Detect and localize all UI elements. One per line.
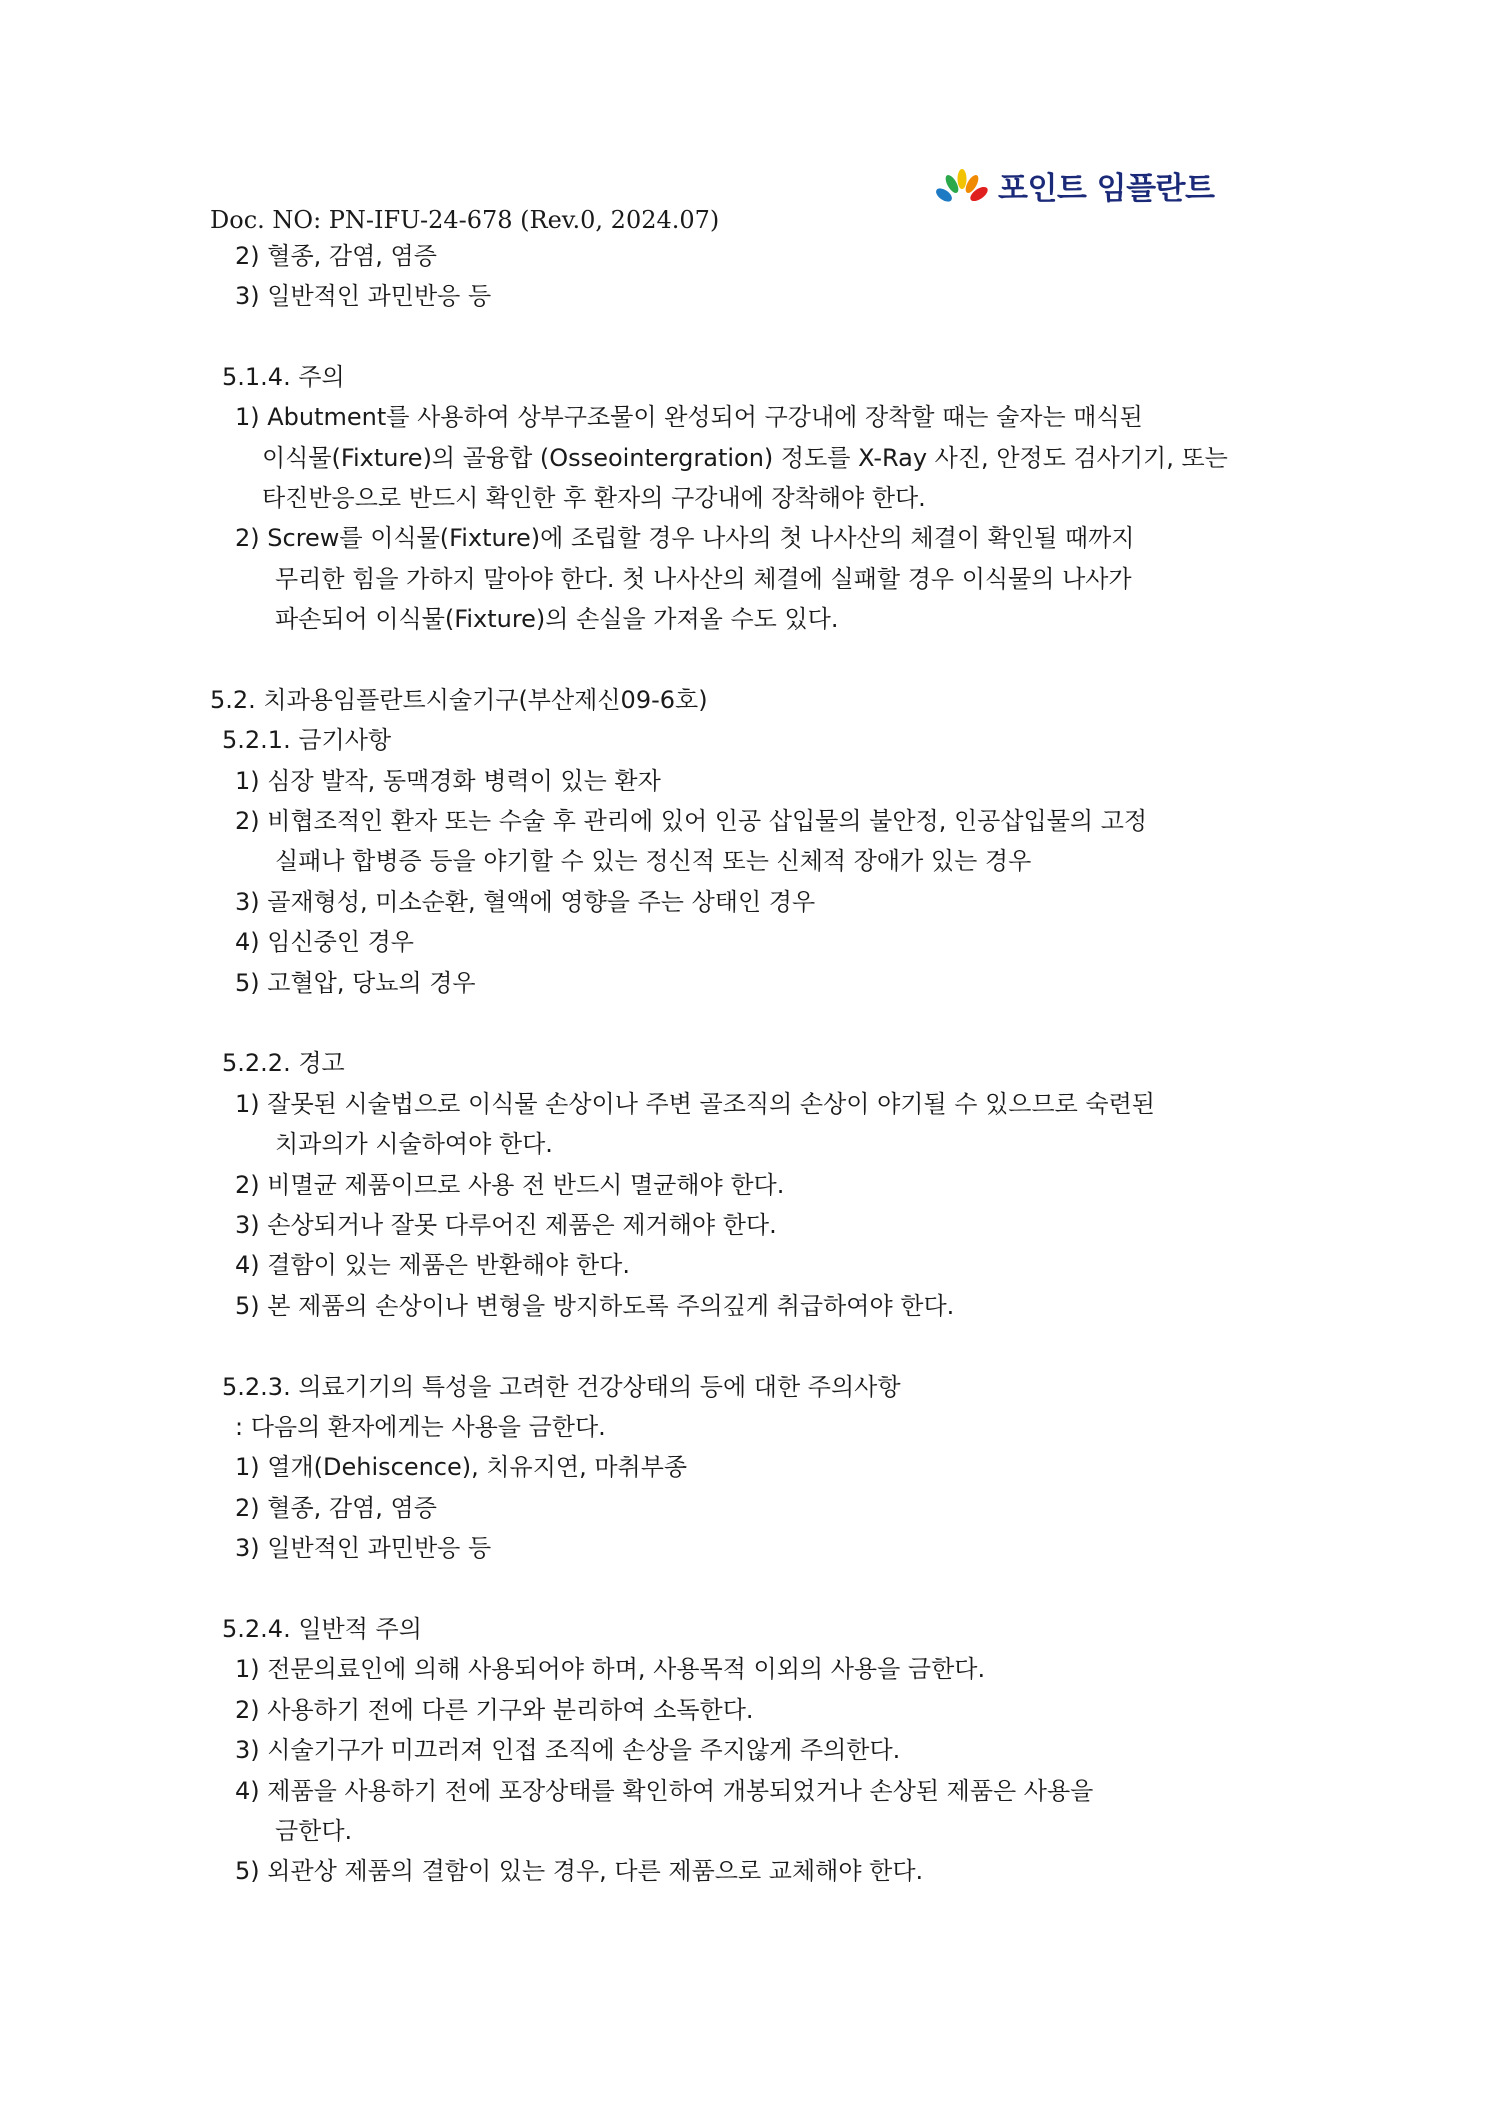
list-item: 2) 혈종, 감염, 염증 (235, 242, 437, 270)
section-note: : 다음의 환자에게는 사용을 금한다. (235, 1413, 606, 1441)
list-item-continuation: 실패나 합병증 등을 야기할 수 있는 정신적 또는 신체적 장애가 있는 경우 (275, 847, 1032, 875)
list-item-continuation: 무리한 힘을 가하지 말아야 한다. 첫 나사산의 체결에 실패할 경우 이식물의 나사가 (275, 565, 1132, 593)
section-heading: 5.2.2. 경고 (222, 1049, 345, 1077)
list-item: 4) 결함이 있는 제품은 반환해야 한다. (235, 1251, 630, 1279)
logo-text: 포인트 임플란트 (998, 170, 1215, 207)
section-heading: 5.1.4. 주의 (222, 363, 345, 391)
list-item: 4) 임신중인 경우 (235, 928, 414, 956)
list-item-continuation: 이식물(Fixture)의 골융합 (Osseointergration) 정도를 X-Ray 사진, 안정도 검사기기, 또는 (262, 444, 1228, 472)
list-item: 2) 사용하기 전에 다른 기구와 분리하여 소독한다. (235, 1696, 754, 1724)
list-item: 1) Abutment를 사용하여 상부구조물이 완성되어 구강내에 장착할 때는 술자는 매식된 (235, 403, 1143, 431)
company-logo (932, 162, 1214, 208)
list-item: 5) 외관상 제품의 결함이 있는 경우, 다른 제품으로 교체해야 한다. (235, 1857, 924, 1885)
list-item: 2) 혈종, 감염, 염증 (235, 1494, 437, 1522)
list-item: 1) 심장 발작, 동맥경화 병력이 있는 환자 (235, 767, 661, 795)
list-item-continuation: 금한다. (275, 1817, 353, 1845)
list-item-continuation: 파손되어 이식물(Fixture)의 손실을 가져올 수도 있다. (275, 605, 839, 633)
section-heading: 5.2. 치과용임플란트시술기구(부산제신09-6호) (210, 686, 708, 714)
document-number: Doc. NO: PN-IFU-24-678 (Rev.0, 2024.07) (210, 206, 720, 234)
flower-logo-icon (932, 162, 992, 208)
section-heading: 5.2.3. 의료기기의 특성을 고려한 건강상태의 등에 대한 주의사항 (222, 1373, 901, 1401)
list-item: 3) 골재형성, 미소순환, 혈액에 영향을 주는 상태인 경우 (235, 888, 816, 916)
list-item-continuation: 타진반응으로 반드시 확인한 후 환자의 구강내에 장착해야 한다. (262, 484, 926, 512)
list-item: 3) 일반적인 과민반응 등 (235, 1534, 492, 1562)
list-item: 3) 시술기구가 미끄러져 인접 조직에 손상을 주지않게 주의한다. (235, 1736, 901, 1764)
list-item: 1) 전문의료인에 의해 사용되어야 하며, 사용목적 이외의 사용을 금한다. (235, 1655, 986, 1683)
list-item: 3) 일반적인 과민반응 등 (235, 282, 492, 310)
list-item: 2) Screw를 이식물(Fixture)에 조립할 경우 나사의 첫 나사산의 체결이 확인될 때까지 (235, 524, 1135, 552)
list-item: 5) 고혈압, 당뇨의 경우 (235, 969, 476, 997)
list-item: 4) 제품을 사용하기 전에 포장상태를 확인하여 개봉되었거나 손상된 제품은 사용을 (235, 1777, 1094, 1805)
list-item: 2) 비협조적인 환자 또는 수술 후 관리에 있어 인공 삽입물의 불안정, 인공삽입물의 고정 (235, 807, 1148, 835)
list-item-continuation: 치과의가 시술하여야 한다. (275, 1130, 553, 1158)
section-heading: 5.2.1. 금기사항 (222, 726, 392, 754)
list-item: 2) 비멸균 제품이므로 사용 전 반드시 멸균해야 한다. (235, 1171, 785, 1199)
list-item: 1) 잘못된 시술법으로 이식물 손상이나 주변 골조직의 손상이 야기될 수 있으므로 숙련된 (235, 1090, 1155, 1118)
list-item: 1) 열개(Dehiscence), 치유지연, 마취부종 (235, 1453, 688, 1481)
section-heading: 5.2.4. 일반적 주의 (222, 1615, 422, 1643)
list-item: 3) 손상되거나 잘못 다루어진 제품은 제거해야 한다. (235, 1211, 777, 1239)
list-item: 5) 본 제품의 손상이나 변형을 방지하도록 주의깊게 취급하여야 한다. (235, 1292, 955, 1320)
